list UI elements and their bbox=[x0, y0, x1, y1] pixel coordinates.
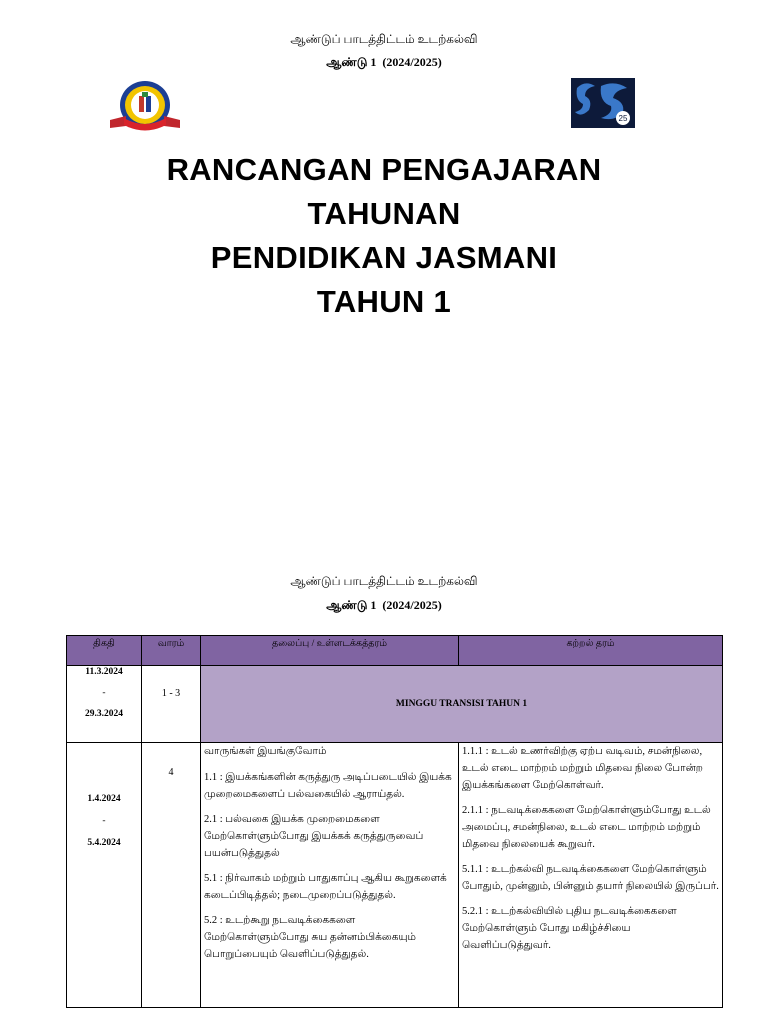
title-line-3: PENDIDIKAN JASMANI bbox=[210, 240, 558, 275]
date-start: 1.4.2024 bbox=[87, 794, 121, 804]
header-year-label: ஆண்டு 1 bbox=[326, 55, 377, 69]
col-header-learning-standard: கற்றல் தரம் bbox=[459, 636, 723, 666]
content-standard-item: 5.2 : உடற்கூறு நடவடிக்கைகளை மேற்கொள்ளும்போது சுய தன்னம்பிக்கையும் பொறுப்பையும் வெளிப்படுத்துதல். bbox=[204, 915, 416, 960]
learning-standard-item: 5.2.1 : உடற்கல்வியில் புதிய நடவடிக்கைகளை மேற்கொள்ளும் போது மகிழ்ச்சியை வெளிப்படுத்துவர். bbox=[462, 906, 677, 951]
plan-table bbox=[66, 635, 723, 1008]
header-line-1: ஆண்டுப் பாடத்திட்டம் உடற்கல்வி bbox=[290, 32, 478, 46]
week-value: 1 - 3 bbox=[161, 688, 181, 699]
date-cell bbox=[67, 666, 142, 743]
date-cell bbox=[67, 743, 142, 1008]
table-header-line-2 bbox=[0, 598, 768, 614]
week-cell bbox=[142, 666, 201, 743]
content-standard-cell bbox=[201, 743, 459, 1008]
table-header-row bbox=[67, 636, 723, 666]
transition-week-cell: MINGGU TRANSISI TAHUN 1 bbox=[201, 666, 723, 743]
header-line-2 bbox=[0, 55, 768, 71]
table-year-range: (2024/2025) bbox=[382, 598, 442, 612]
date-end: 5.4.2024 bbox=[87, 838, 121, 848]
school-crest-logo bbox=[106, 78, 184, 134]
learning-standard-item: 2.1.1 : நடவடிக்கைகளை மேற்கொள்ளும்போது உடல் அமைப்பு, சமன்நிலை, உடல் எடை மாற்றம் மற்றும் மிதவை நிலையைக் கூறுவர். bbox=[462, 805, 711, 850]
title-line-4: TAHUN 1 bbox=[316, 284, 452, 319]
topic-title: வாருங்கள் இயங்குவோம் bbox=[204, 746, 327, 757]
content-standard-item: 1.1 : இயக்கங்களின் கருத்துரு அடிப்படையில் இயக்க முறைமைகளைப் பல்வகையில் ஆராய்தல். bbox=[204, 772, 452, 800]
learning-standard-cell bbox=[459, 743, 723, 1008]
content-standard-item: 2.1 : பல்வகை இயக்க முறைமைகளை மேற்கொள்ளும்போது இயக்கக் கருத்துருவைப் பயன்படுத்துதல் bbox=[204, 814, 424, 859]
title-line-2: TAHUNAN bbox=[307, 196, 461, 231]
week-cell bbox=[142, 743, 201, 1008]
date-end: 29.3.2024 bbox=[85, 709, 123, 719]
table-header-line-1: ஆண்டுப் பாடத்திட்டம் உடற்கல்வி bbox=[290, 574, 478, 588]
date-separator: - bbox=[102, 816, 106, 826]
svg-text:25: 25 bbox=[618, 114, 628, 123]
col-header-week: வாரம் bbox=[142, 636, 201, 666]
document-title bbox=[0, 148, 768, 324]
week-value: 4 bbox=[168, 767, 174, 778]
table-year-label: ஆண்டு 1 bbox=[326, 598, 377, 612]
table-row bbox=[67, 666, 723, 743]
col-header-content-standard: தலைப்பு / உள்ளடக்கத்தரம் bbox=[201, 636, 459, 666]
title-line-1: RANCANGAN PENGAJARAN bbox=[166, 152, 602, 187]
learning-standard-item: 5.1.1 : உடற்கல்வி நடவடிக்கைகளை மேற்கொள்ளும் போதும், முன்னும், பின்னும் தயார் நிலையில் இருப்பர். bbox=[462, 864, 719, 892]
date-start: 11.3.2024 bbox=[85, 667, 123, 677]
content-standard-item: 5.1 : நிர்வாகம் மற்றும் பாதுகாப்பு ஆகிய கூறுகளைக் கடைப்பிடித்தல்; நடைமுறைப்படுத்துதல். bbox=[204, 873, 447, 901]
date-separator: - bbox=[102, 688, 106, 698]
header-year-range: (2024/2025) bbox=[382, 55, 442, 69]
learning-standard-item: 1.1.1 : உடல் உணர்விற்கு ஏற்ப வடிவம், சமன்நிலை, உடல் எடை மாற்றம் மற்றும் மிதவை நிலை போன்ற இயக்கங்களை மேற்கொள்வர். bbox=[462, 746, 703, 791]
program-logo bbox=[571, 78, 635, 128]
col-header-date: திகதி bbox=[67, 636, 142, 666]
table-row bbox=[67, 743, 723, 1008]
